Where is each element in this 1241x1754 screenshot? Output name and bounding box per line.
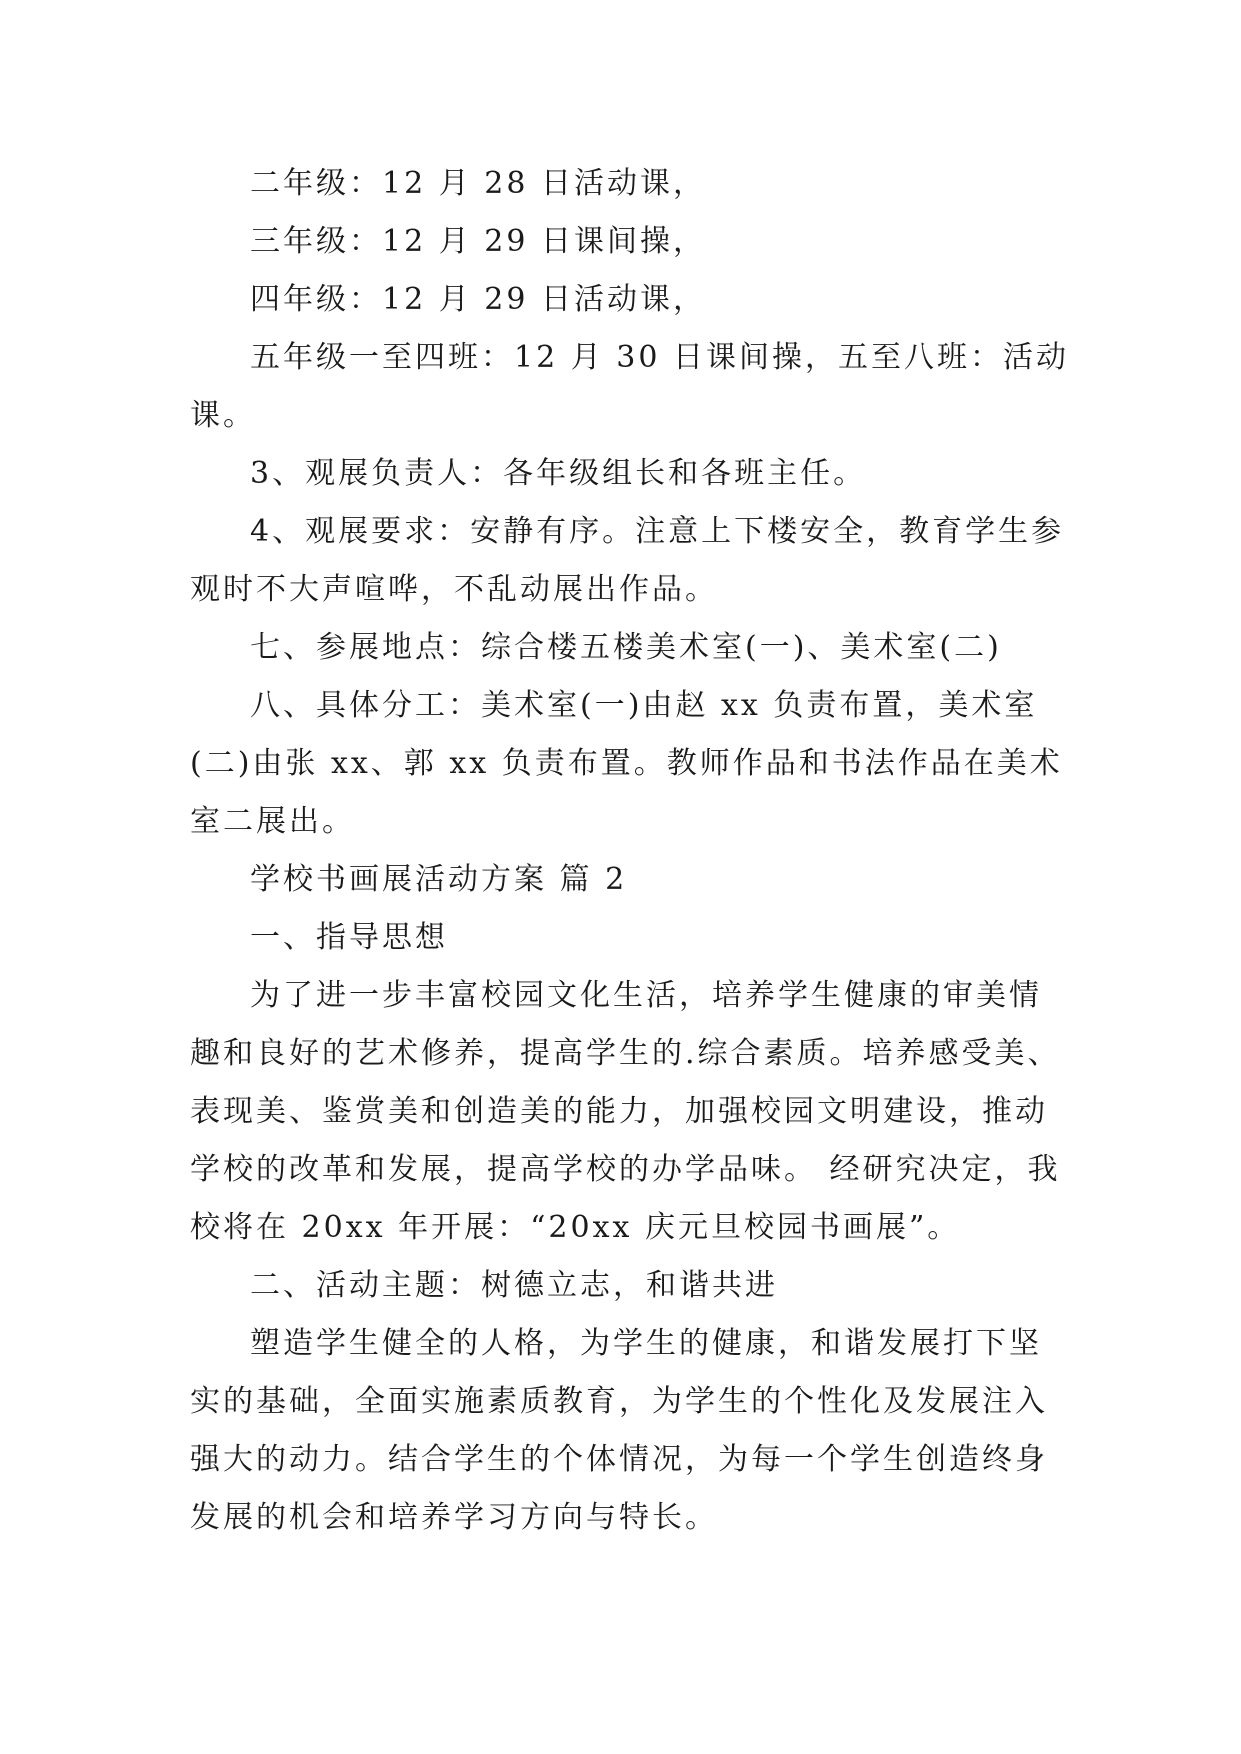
paragraph-grade2-schedule: 二年级：12 月 28 日活动课， <box>250 166 706 201</box>
paragraph-grade4-schedule: 四年级：12 月 29 日活动课， <box>250 282 706 317</box>
paragraph-guiding-ideology: 为了进一步丰富校园文化生活，培养学生健康的审美情趣和良好的艺术修养，提高学生的.综合素质。培养感受美、表现美、鉴赏美和创造美的能力，加强校园文明建设，推动学校的改革和发展，提高学校的办学品味。 经研究决定，我校将在 20xx 年开展：“20xx 庆元旦校园书画展”。 <box>190 978 1061 1245</box>
paragraph-grade3-schedule: 三年级：12 月 29 日课间操， <box>250 224 706 259</box>
paragraph-division-of-work: 八、具体分工：美术室(一)由赵 xx 负责布置，美术室(二)由张 xx、郭 xx 负责布置。教师作品和书法作品在美术室二展出。 <box>190 688 1063 839</box>
paragraph-viewing-leaders: 3、观展负责人：各年级组长和各班主任。 <box>250 456 867 491</box>
paragraph-activity-theme: 塑造学生健全的人格，为学生的健康，和谐发展打下坚实的基础，全面实施素质教育，为学生的个性化及发展注入强大的动力。结合学生的个体情况，为每一个学生创造终身发展的机会和培养学习方向与特长。 <box>190 1326 1048 1535</box>
document-body <box>190 155 1070 1547</box>
section-title-plan-2: 学校书画展活动方案 篇 2 <box>250 862 628 897</box>
heading-guiding-ideology: 一、指导思想 <box>250 920 448 955</box>
paragraph-viewing-requirements: 4、观展要求：安静有序。注意上下楼安全，教育学生参观时不大声喧哗，不乱动展出作品。 <box>190 514 1065 607</box>
paragraph-grade5-schedule: 五年级一至四班：12 月 30 日课间操，五至八班：活动课。 <box>190 340 1069 433</box>
paragraph-exhibition-location: 七、参展地点：综合楼五楼美术室(一)、美术室(二) <box>250 630 1002 665</box>
heading-activity-theme: 二、活动主题：树德立志，和谐共进 <box>250 1268 778 1303</box>
